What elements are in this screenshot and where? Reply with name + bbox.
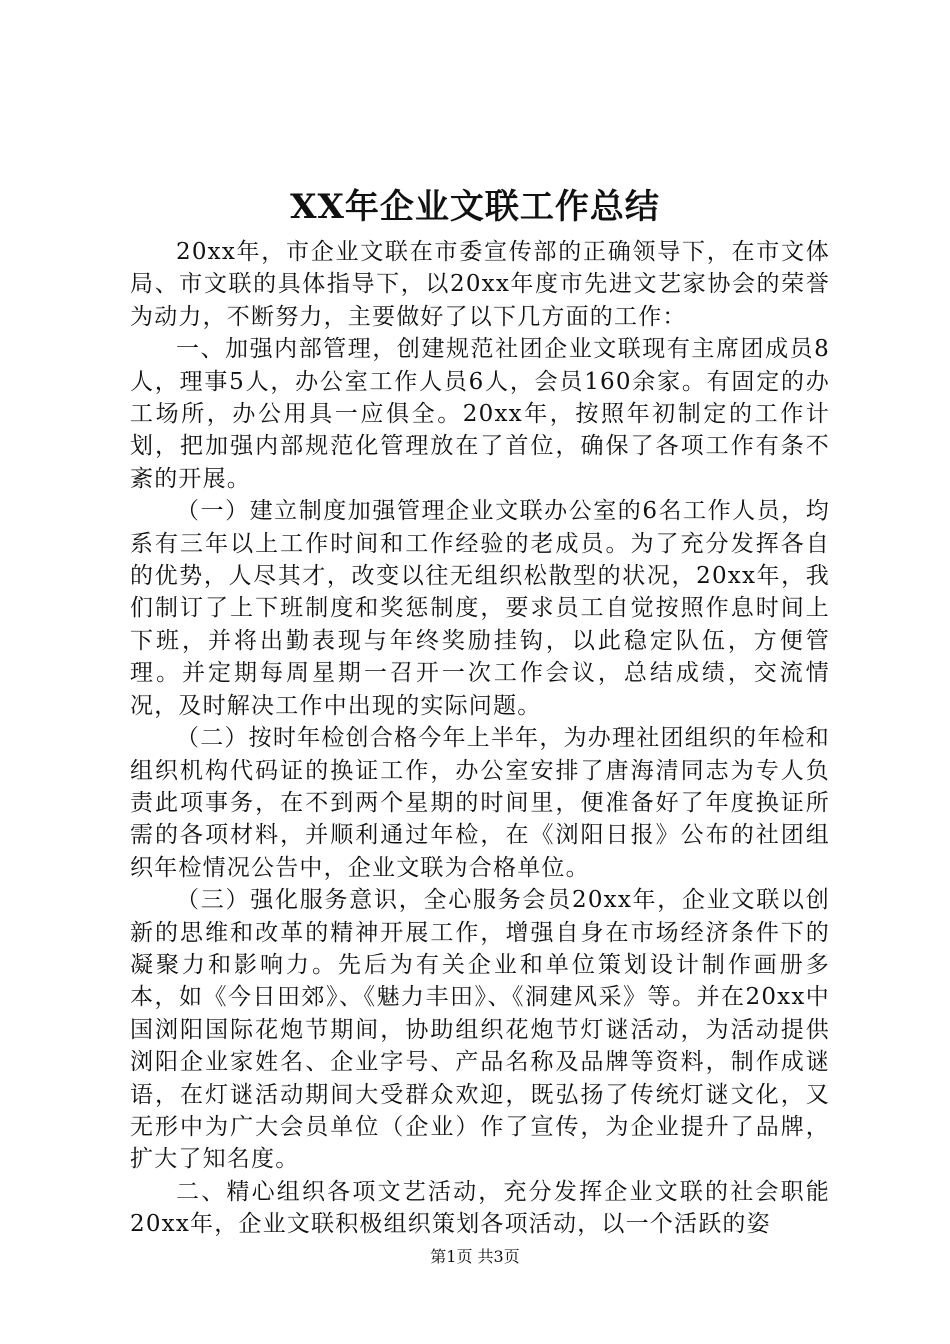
- subsection-one-paragraph: （一）建立制度加强管理企业文联办公室的6名工作人员，均系有三年以上工作时间和工作经验的老成员。为了充分发挥各自的优势，人尽其才，改变以往无组织松散型的状况，20xx年，我们制订了上下班制度和奖惩制度，要求员工自觉按照作息时间上下班，并将出勤表现与年终奖励挂钩，以此稳定队伍，方便管理。并定期每周星期一召开一次工作会议，总结成绩，交流情况，及时解决工作中出现的实际问题。: [130, 498, 830, 719]
- document-body: [130, 236, 830, 1241]
- subsection-two-paragraph: （二）按时年检创合格今年上半年，为办理社团组织的年检和组织机构代码证的换证工作，办公室安排了唐海清同志为专人负责此项事务，在不到两个星期的时间里，便准备好了年度换证所需的各项材料，并顺利通过年检，在《浏阳日报》公布的社团组织年检情况公告中，企业文联为合格单位。: [130, 725, 830, 881]
- section-two-paragraph: 二、精心组织各项文艺活动，充分发挥企业文联的社会职能20xx年，企业文联积极组织策划各项活动，以一个活跃的姿: [130, 1178, 830, 1238]
- subsection-three-paragraph: （三）强化服务意识，全心服务会员20xx年，企业文联以创新的思维和改革的精神开展工作，增强自身在市场经济条件下的凝聚力和影响力。先后为有关企业和单位策划设计制作画册多本，如《今日田郊》、《魅力丰田》、《洞建风采》等。并在20xx中国浏阳国际花炮节期间，协助组织花炮节灯谜活动，为活动提供浏阳企业家姓名、企业字号、产品名称及品牌等资料，制作成谜语，在灯谜活动期间大受群众欢迎，既弘扬了传统灯谜文化，又无形中为广大会员单位（企业）作了宣传，为企业提升了品牌，扩大了知名度。: [130, 887, 830, 1173]
- page-number-footer: 第1页 共3页: [430, 1247, 520, 1266]
- section-one-paragraph: 一、加强内部管理，创建规范社团企业文联现有主席团成员8人，理事5人，办公室工作人员6人，会员160余家。有固定的办工场所，办公用具一应俱全。20xx年，按照年初制定的工作计划，把加强内部规范化管理放在了首位，确保了各项工作有条不紊的开展。: [130, 336, 830, 492]
- document-title: XX年企业文联工作总结: [290, 187, 660, 227]
- intro-paragraph: 20xx年，市企业文联在市委宣传部的正确领导下，在市文体局、市文联的具体指导下，以20xx年度市先进文艺家协会的荣誉为动力，不断努力，主要做好了以下几方面的工作：: [130, 239, 830, 330]
